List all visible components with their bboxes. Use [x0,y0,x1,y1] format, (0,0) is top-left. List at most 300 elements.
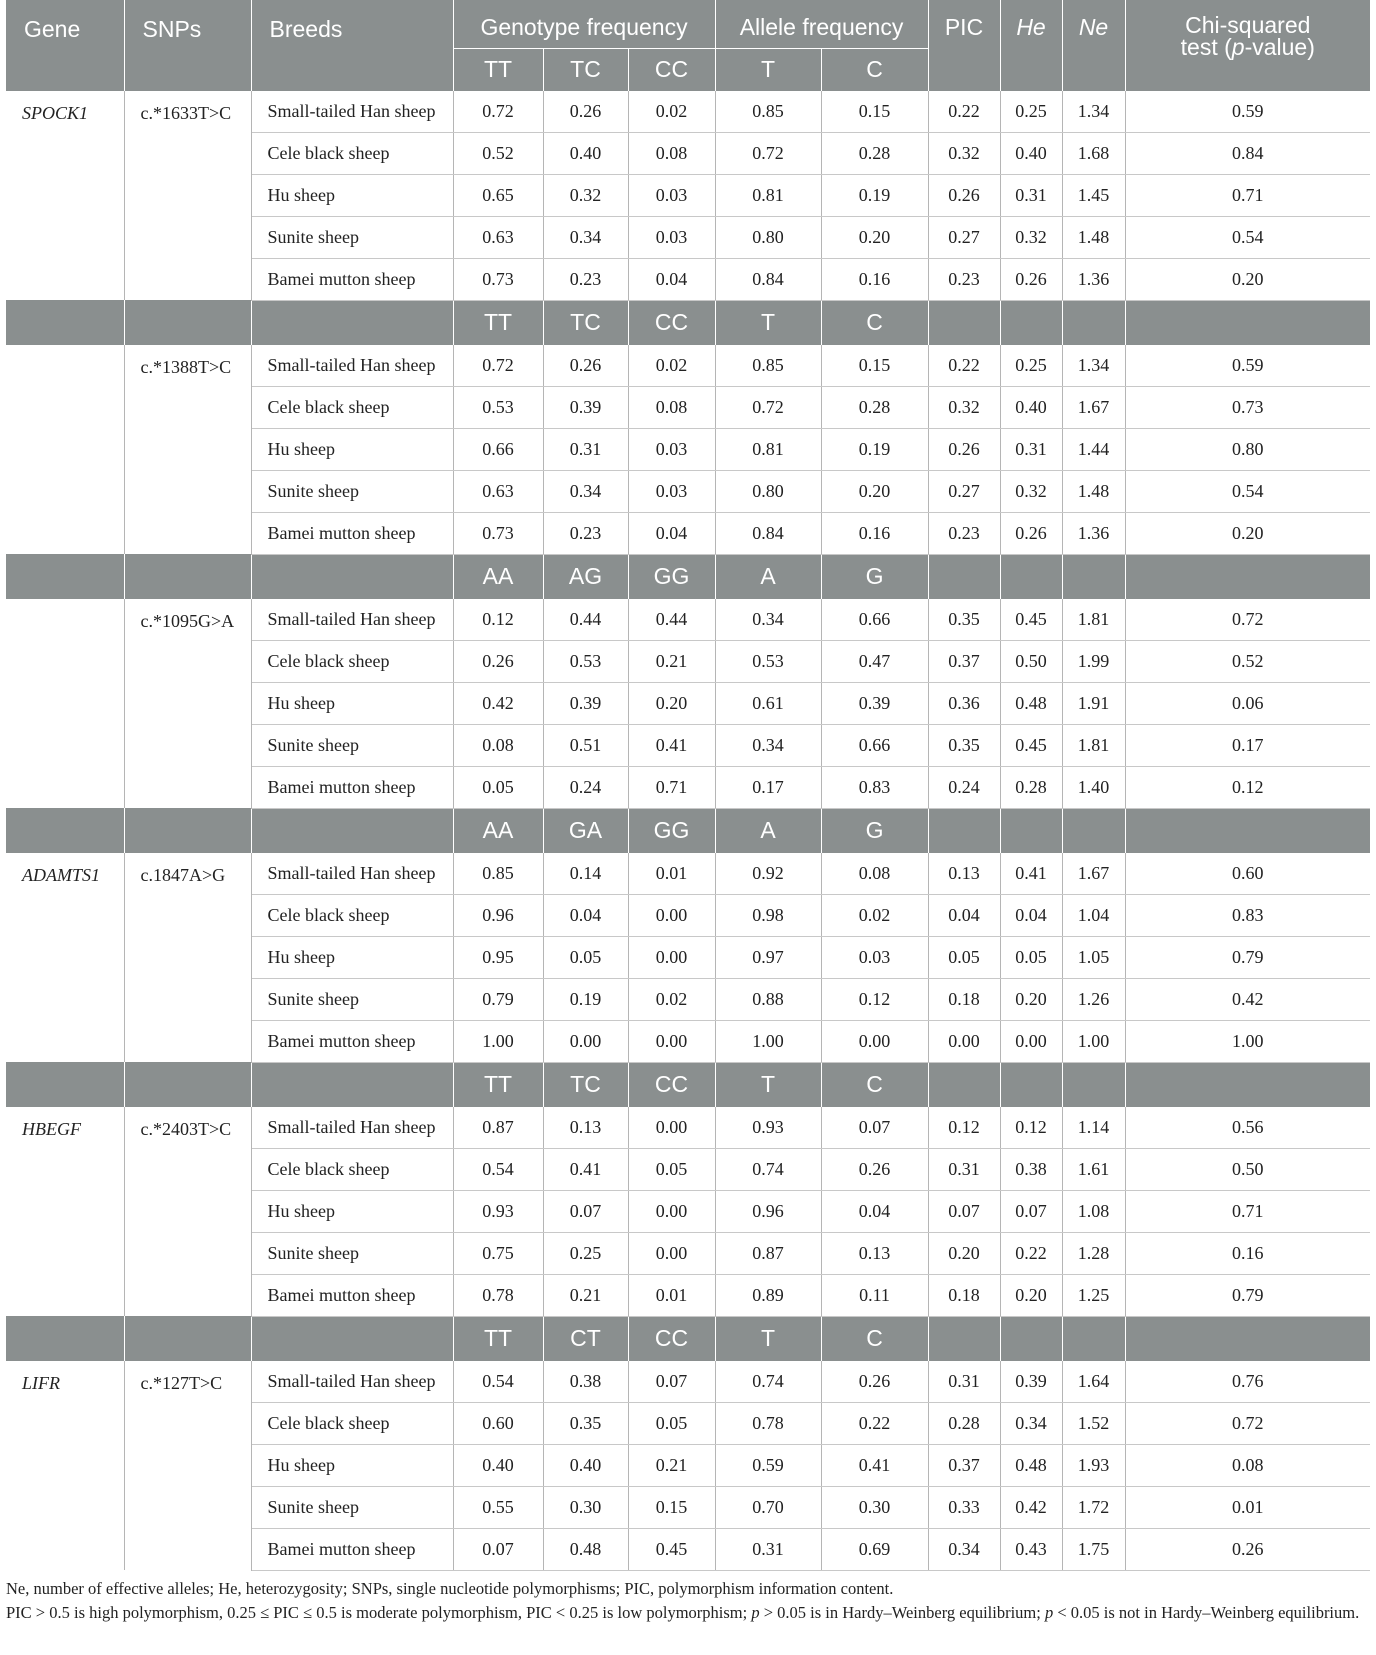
genotype-freq-3: 0.00 [628,894,715,936]
allele-freq-1: 0.74 [715,1148,821,1190]
gene-cell: HBEGF [6,1107,124,1317]
ne-cell: 1.91 [1062,682,1125,724]
allele-freq-2: 0.07 [821,1107,928,1149]
ne-cell: 1.68 [1062,132,1125,174]
band-empty-cell [928,554,1000,599]
pic-cell: 0.07 [928,1190,1000,1232]
allele-freq-1: 0.84 [715,258,821,300]
pic-cell: 0.31 [928,1361,1000,1403]
breed-cell: Bamei mutton sheep [251,258,453,300]
chi-squared-p-cell: 0.73 [1125,386,1370,428]
genotype-freq-1: 0.73 [453,512,543,554]
genotype-freq-1: 0.63 [453,216,543,258]
ne-cell: 1.44 [1062,428,1125,470]
he-cell: 0.50 [1000,640,1062,682]
band-empty-cell [6,1316,124,1361]
ne-cell: 1.52 [1062,1402,1125,1444]
chi-squared-p-cell: 0.84 [1125,132,1370,174]
he-cell: 0.48 [1000,682,1062,724]
ne-cell: 1.81 [1062,724,1125,766]
ne-cell: 1.64 [1062,1361,1125,1403]
chi-squared-p-cell: 0.12 [1125,766,1370,808]
header-breeds: Breeds [251,0,453,91]
genotype-freq-3: 0.41 [628,724,715,766]
genotype-freq-2: 0.48 [543,1528,628,1570]
genotype-freq-3: 0.15 [628,1486,715,1528]
pic-cell: 0.32 [928,132,1000,174]
allele-freq-2: 0.66 [821,599,928,641]
band-genotype-label: TT [453,1062,543,1107]
breed-cell: Hu sheep [251,936,453,978]
genotype-freq-2: 0.23 [543,512,628,554]
ne-cell: 1.14 [1062,1107,1125,1149]
genotype-freq-3: 0.08 [628,386,715,428]
genotype-freq-2: 0.05 [543,936,628,978]
genotype-freq-1: 0.07 [453,1528,543,1570]
he-cell: 0.25 [1000,91,1062,133]
ne-cell: 1.34 [1062,345,1125,387]
allele-freq-2: 0.00 [821,1020,928,1062]
allele-freq-1: 0.31 [715,1528,821,1570]
breed-cell: Small-tailed Han sheep [251,91,453,133]
band-empty-cell [928,300,1000,345]
table-wrapper [6,0,1370,1625]
allele-freq-2: 0.66 [821,724,928,766]
allele-freq-1: 0.78 [715,1402,821,1444]
gene-cell: SPOCK1 [6,91,124,301]
he-cell: 0.40 [1000,132,1062,174]
band-empty-cell [251,554,453,599]
breed-cell: Cele black sheep [251,1402,453,1444]
header-pic: PIC [928,0,1000,91]
chi-squared-p-cell: 0.80 [1125,428,1370,470]
allele-freq-2: 0.30 [821,1486,928,1528]
genotype-freq-2: 0.31 [543,428,628,470]
genotype-freq-3: 0.21 [628,640,715,682]
chi-squared-p-cell: 0.83 [1125,894,1370,936]
allele-freq-2: 0.20 [821,470,928,512]
header-snps: SNPs [124,0,251,91]
band-empty-cell [124,1316,251,1361]
band-genotype-label: CC [628,300,715,345]
header-chi-line2b: -value) [1244,34,1315,60]
chi-squared-p-cell: 0.01 [1125,1486,1370,1528]
breed-cell: Cele black sheep [251,894,453,936]
he-cell: 0.22 [1000,1232,1062,1274]
chi-squared-p-cell: 1.00 [1125,1020,1370,1062]
band-empty-cell [1125,808,1370,853]
allele-freq-2: 0.03 [821,936,928,978]
ne-cell: 1.25 [1062,1274,1125,1316]
allele-freq-1: 0.80 [715,216,821,258]
ne-cell: 1.40 [1062,766,1125,808]
chi-squared-p-cell: 0.54 [1125,216,1370,258]
allele-freq-1: 0.85 [715,345,821,387]
band-empty-cell [124,808,251,853]
allele-freq-1: 0.89 [715,1274,821,1316]
pic-cell: 0.23 [928,512,1000,554]
chi-squared-p-cell: 0.20 [1125,258,1370,300]
band-empty-cell [1125,554,1370,599]
band-empty-cell [1000,808,1062,853]
ne-cell: 1.45 [1062,174,1125,216]
header-allele-frequency: Allele frequency [715,0,928,48]
chi-squared-p-cell: 0.71 [1125,174,1370,216]
chi-squared-p-cell: 0.52 [1125,640,1370,682]
band-genotype-label: GA [543,808,628,853]
ne-cell: 1.72 [1062,1486,1125,1528]
band-empty-cell [1062,554,1125,599]
allele-freq-2: 0.16 [821,512,928,554]
allele-freq-1: 0.74 [715,1361,821,1403]
allele-freq-1: 0.84 [715,512,821,554]
pic-cell: 0.34 [928,1528,1000,1570]
genotype-freq-1: 0.40 [453,1444,543,1486]
ne-cell: 1.93 [1062,1444,1125,1486]
allele-freq-1: 0.81 [715,428,821,470]
allele-freq-2: 0.28 [821,386,928,428]
genotype-freq-3: 0.03 [628,216,715,258]
genotype-freq-2: 0.07 [543,1190,628,1232]
chi-squared-p-cell: 0.42 [1125,978,1370,1020]
band-empty-cell [251,1062,453,1107]
allele-freq-2: 0.28 [821,132,928,174]
genotype-freq-1: 0.12 [453,599,543,641]
genotype-freq-3: 0.02 [628,978,715,1020]
chi-squared-p-cell: 0.71 [1125,1190,1370,1232]
ne-cell: 1.99 [1062,640,1125,682]
allele-freq-1: 0.17 [715,766,821,808]
breed-cell: Small-tailed Han sheep [251,1107,453,1149]
band-empty-cell [1000,300,1062,345]
chi-squared-p-cell: 0.59 [1125,91,1370,133]
allele-freq-2: 0.69 [821,1528,928,1570]
breed-cell: Small-tailed Han sheep [251,345,453,387]
ne-cell: 1.48 [1062,470,1125,512]
pic-cell: 0.33 [928,1486,1000,1528]
allele-freq-2: 0.26 [821,1148,928,1190]
he-cell: 0.40 [1000,386,1062,428]
genotype-freq-1: 1.00 [453,1020,543,1062]
header-chi-squared [1125,0,1370,91]
genotype-freq-1: 0.96 [453,894,543,936]
ne-cell: 1.61 [1062,1148,1125,1190]
chi-squared-p-cell: 0.59 [1125,345,1370,387]
band-empty-cell [1125,300,1370,345]
breed-cell: Sunite sheep [251,1486,453,1528]
genotype-freq-1: 0.93 [453,1190,543,1232]
chi-squared-p-cell: 0.72 [1125,1402,1370,1444]
allele-freq-2: 0.15 [821,345,928,387]
genotype-freq-1: 0.55 [453,1486,543,1528]
breed-cell: Hu sheep [251,174,453,216]
genotype-freq-2: 0.39 [543,386,628,428]
footnote-p-symbol: p [751,1602,760,1622]
he-cell: 0.41 [1000,853,1062,895]
genotype-freq-2: 0.34 [543,470,628,512]
ne-cell: 1.81 [1062,599,1125,641]
genotype-freq-1: 0.60 [453,1402,543,1444]
chi-squared-p-cell: 0.79 [1125,936,1370,978]
genotype-freq-1: 0.73 [453,258,543,300]
genotype-freq-2: 0.26 [543,91,628,133]
breed-cell: Bamei mutton sheep [251,512,453,554]
genotype-freq-2: 0.53 [543,640,628,682]
genotype-freq-1: 0.26 [453,640,543,682]
he-cell: 0.12 [1000,1107,1062,1149]
chi-squared-p-cell: 0.06 [1125,682,1370,724]
chi-squared-p-cell: 0.79 [1125,1274,1370,1316]
band-empty-cell [928,1062,1000,1107]
band-empty-cell [124,554,251,599]
genotype-freq-3: 0.00 [628,1190,715,1232]
chi-squared-p-cell: 0.76 [1125,1361,1370,1403]
allele-freq-2: 0.08 [821,853,928,895]
table-row [6,1107,1370,1149]
band-empty-cell [6,554,124,599]
band-genotype-label: AG [543,554,628,599]
genotype-freq-3: 0.21 [628,1444,715,1486]
allele-freq-2: 0.39 [821,682,928,724]
genotype-freq-2: 0.40 [543,132,628,174]
genotype-freq-1: 0.08 [453,724,543,766]
band-genotype-label: AA [453,554,543,599]
gene-cell: LIFR [6,1361,124,1571]
breed-cell: Cele black sheep [251,132,453,174]
allele-freq-1: 0.34 [715,599,821,641]
breed-cell: Bamei mutton sheep [251,1274,453,1316]
breed-cell: Small-tailed Han sheep [251,853,453,895]
allele-freq-1: 0.72 [715,386,821,428]
genotype-freq-1: 0.78 [453,1274,543,1316]
chi-squared-p-cell: 0.16 [1125,1232,1370,1274]
header-chi-p: p [1231,34,1245,60]
band-allele-label: T [715,1062,821,1107]
breed-cell: Cele black sheep [251,640,453,682]
genotype-freq-1: 0.87 [453,1107,543,1149]
genotype-freq-1: 0.05 [453,766,543,808]
genotype-freq-1: 0.66 [453,428,543,470]
band-genotype-label: TC [543,1062,628,1107]
allele-freq-1: 0.87 [715,1232,821,1274]
band-allele-label: G [821,808,928,853]
band-empty-cell [1062,1062,1125,1107]
pic-cell: 0.04 [928,894,1000,936]
footnote-not-hwe-text: < 0.05 is not in Hardy–Weinberg equilibrium. [1053,1602,1360,1622]
he-cell: 0.45 [1000,599,1062,641]
breed-cell: Sunite sheep [251,1232,453,1274]
chi-squared-p-cell: 0.17 [1125,724,1370,766]
band-allele-label: A [715,554,821,599]
allele-freq-1: 0.80 [715,470,821,512]
allele-freq-1: 0.85 [715,91,821,133]
genotype-freq-1: 0.42 [453,682,543,724]
genotype-freq-3: 0.44 [628,599,715,641]
breed-cell: Bamei mutton sheep [251,766,453,808]
pic-cell: 0.36 [928,682,1000,724]
pic-cell: 0.20 [928,1232,1000,1274]
genotype-freq-3: 0.00 [628,936,715,978]
band-allele-label: C [821,1062,928,1107]
allele-freq-1: 1.00 [715,1020,821,1062]
he-cell: 0.00 [1000,1020,1062,1062]
pic-cell: 0.22 [928,345,1000,387]
genotype-freq-3: 0.02 [628,91,715,133]
chi-squared-p-cell: 0.26 [1125,1528,1370,1570]
ne-cell: 1.36 [1062,512,1125,554]
band-empty-cell [251,300,453,345]
genotype-band-row [6,1062,1370,1107]
snp-cell: c.*2403T>C [124,1107,251,1317]
band-genotype-label: TT [453,300,543,345]
subheader-allele-1: T [715,48,821,91]
band-allele-label: T [715,300,821,345]
allele-freq-2: 0.12 [821,978,928,1020]
footnote-hwe-text: > 0.05 is in Hardy–Weinberg equilibrium; [759,1602,1045,1622]
band-empty-cell [1125,1316,1370,1361]
ne-cell: 1.05 [1062,936,1125,978]
band-genotype-label: CC [628,1062,715,1107]
genotype-freq-2: 0.51 [543,724,628,766]
band-empty-cell [6,300,124,345]
genotype-freq-1: 0.75 [453,1232,543,1274]
genotype-freq-3: 0.00 [628,1232,715,1274]
he-cell: 0.43 [1000,1528,1062,1570]
genotype-freq-2: 0.25 [543,1232,628,1274]
he-cell: 0.31 [1000,174,1062,216]
band-genotype-label: TC [543,300,628,345]
ne-cell: 1.67 [1062,853,1125,895]
allele-freq-1: 0.53 [715,640,821,682]
chi-squared-p-cell: 0.08 [1125,1444,1370,1486]
header-chi-line1: Chi-squared [1185,12,1311,38]
breed-cell: Sunite sheep [251,978,453,1020]
he-cell: 0.04 [1000,894,1062,936]
allele-freq-2: 0.19 [821,428,928,470]
snp-cell: c.*1633T>C [124,91,251,301]
pic-cell: 0.32 [928,386,1000,428]
ne-cell: 1.04 [1062,894,1125,936]
breed-cell: Hu sheep [251,682,453,724]
snp-cell: c.*1095G>A [124,599,251,809]
genotype-freq-2: 0.35 [543,1402,628,1444]
breed-cell: Bamei mutton sheep [251,1528,453,1570]
he-cell: 0.38 [1000,1148,1062,1190]
genotype-band-row [6,1316,1370,1361]
ne-cell: 1.26 [1062,978,1125,1020]
he-cell: 0.28 [1000,766,1062,808]
gene-cell: ADAMTS1 [6,853,124,1063]
genotype-freq-2: 0.04 [543,894,628,936]
allele-freq-1: 0.81 [715,174,821,216]
genotype-freq-3: 0.05 [628,1402,715,1444]
pic-cell: 0.27 [928,470,1000,512]
band-genotype-label: CC [628,1316,715,1361]
he-cell: 0.32 [1000,216,1062,258]
pic-cell: 0.00 [928,1020,1000,1062]
pic-cell: 0.31 [928,1148,1000,1190]
genotype-freq-2: 0.19 [543,978,628,1020]
band-allele-label: A [715,808,821,853]
genotype-freq-2: 0.44 [543,599,628,641]
breed-cell: Sunite sheep [251,216,453,258]
chi-squared-p-cell: 0.72 [1125,599,1370,641]
he-cell: 0.05 [1000,936,1062,978]
genotype-freq-2: 0.30 [543,1486,628,1528]
band-empty-cell [251,808,453,853]
breed-cell: Bamei mutton sheep [251,1020,453,1062]
band-genotype-label: GG [628,808,715,853]
pic-cell: 0.28 [928,1402,1000,1444]
genotype-freq-3: 0.00 [628,1107,715,1149]
pic-cell: 0.18 [928,1274,1000,1316]
pic-cell: 0.23 [928,258,1000,300]
ne-cell: 1.28 [1062,1232,1125,1274]
footnote-p-symbol-2: p [1044,1602,1054,1622]
pic-cell: 0.37 [928,1444,1000,1486]
genotype-freq-3: 0.01 [628,853,715,895]
genotype-freq-3: 0.02 [628,345,715,387]
genotype-freq-3: 0.08 [628,132,715,174]
he-cell: 0.26 [1000,258,1062,300]
genotype-freq-3: 0.04 [628,512,715,554]
footnote-thresholds [6,1601,1370,1625]
breed-cell: Sunite sheep [251,724,453,766]
genotype-freq-2: 0.13 [543,1107,628,1149]
chi-squared-p-cell: 0.20 [1125,512,1370,554]
pic-cell: 0.35 [928,599,1000,641]
band-empty-cell [124,300,251,345]
he-cell: 0.39 [1000,1361,1062,1403]
allele-freq-1: 0.61 [715,682,821,724]
table-footnotes [6,1577,1370,1625]
allele-freq-2: 0.11 [821,1274,928,1316]
pic-cell: 0.05 [928,936,1000,978]
genotype-freq-2: 0.38 [543,1361,628,1403]
he-cell: 0.07 [1000,1190,1062,1232]
genotype-freq-2: 0.26 [543,345,628,387]
pic-cell: 0.35 [928,724,1000,766]
ne-cell: 1.08 [1062,1190,1125,1232]
allele-freq-1: 0.72 [715,132,821,174]
allele-freq-1: 0.88 [715,978,821,1020]
pic-cell: 0.12 [928,1107,1000,1149]
chi-squared-p-cell: 0.56 [1125,1107,1370,1149]
subheader-genotype-1: TT [453,48,543,91]
he-cell: 0.20 [1000,978,1062,1020]
band-empty-cell [1000,554,1062,599]
genotype-freq-3: 0.07 [628,1361,715,1403]
ne-cell: 1.36 [1062,258,1125,300]
breed-cell: Hu sheep [251,1444,453,1486]
ne-cell: 1.48 [1062,216,1125,258]
genotype-freq-2: 0.32 [543,174,628,216]
allele-freq-1: 0.70 [715,1486,821,1528]
genotype-freq-1: 0.54 [453,1148,543,1190]
he-cell: 0.34 [1000,1402,1062,1444]
table-row [6,91,1370,133]
header-he: He [1000,0,1062,91]
allele-freq-2: 0.19 [821,174,928,216]
subheader-genotype-3: CC [628,48,715,91]
snp-cell: c.*127T>C [124,1361,251,1571]
band-genotype-label: TT [453,1316,543,1361]
genotype-freq-3: 0.03 [628,470,715,512]
allele-freq-2: 0.04 [821,1190,928,1232]
allele-freq-1: 0.97 [715,936,821,978]
band-empty-cell [251,1316,453,1361]
breed-cell: Hu sheep [251,428,453,470]
